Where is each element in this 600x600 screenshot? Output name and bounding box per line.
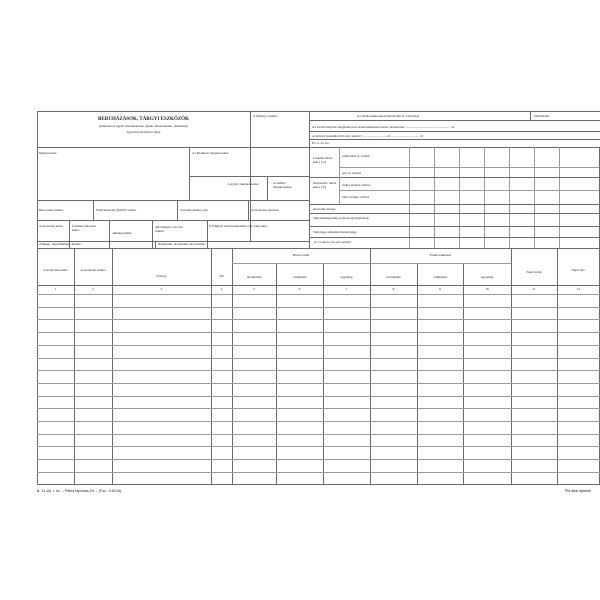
table-row (37, 345, 600, 346)
tax-act-label: adó tv. szerint (342, 171, 361, 175)
table-row (37, 408, 600, 409)
col-number: 1 (54, 287, 57, 291)
registration-label: Rendszám, alvázszám, motorszám: (158, 242, 206, 246)
col-number: 2 (92, 287, 94, 291)
footer-right: PM által ajánlott (565, 489, 591, 493)
subheader-dep-decrease: csökkenés (433, 275, 447, 279)
document-number-label: okmányszáma (112, 231, 132, 235)
table-row (37, 358, 600, 359)
col-number: 6 (298, 287, 301, 291)
table-row (37, 383, 600, 384)
subheader-dep-increase: növekedés (386, 275, 401, 279)
fokonyv-label: A főkönyv száma: (253, 114, 278, 118)
col-header-gross: Bruttó érték (292, 253, 310, 257)
form-title: BERUHÁZÁSOK, TÁRGYI ESZKÖZÖK (98, 117, 189, 122)
col-number: 11 (532, 287, 536, 291)
col-header-voucher: A bizonylat száma (80, 268, 106, 272)
subheader-gross-balance: egyenleg (340, 275, 353, 279)
name-label: Megnevezés: (39, 151, 57, 155)
col-number: 3 (160, 287, 163, 291)
asset-record-form (37, 111, 600, 484)
inventory-number-label: Nyilvántartási (leltári) száma: (96, 208, 137, 212)
net-projected-label: nettó értékre vetítve (342, 195, 370, 199)
year-label: Év, n. év, hó (312, 141, 329, 145)
col-number: 5 (253, 287, 255, 291)
col-number: 4 (220, 287, 223, 291)
subheader-gross-increase: növekedés (246, 275, 262, 279)
col-header-journal: Napló hiv. (571, 268, 586, 272)
col-number: 9 (439, 287, 441, 291)
gross-projected-label: bruttó értékre vetítve (342, 183, 371, 187)
linear-label: Lineáris leírás kulcs (%) (313, 156, 333, 165)
zero-writeoff-label: „0" ra leírás éve terv szerint (313, 240, 351, 244)
degressive-label: Degresszív leírás kulcs (%) (313, 181, 337, 190)
subheader-dep-balance: egyenleg (480, 275, 494, 279)
supplier-label: A szállító megnevezése: (273, 181, 293, 190)
col-header-booking-date: A könyvelés kelte (43, 268, 68, 272)
accounting-law-label: számviteli tv. szerint (342, 154, 370, 158)
table-row (37, 421, 600, 422)
page-number-label: Oldalszám: (534, 114, 550, 118)
commissioning-date-label: Üzembe helyezés kelte: (72, 224, 96, 233)
acquisition-start-label: A beszerzés kezdete: (251, 208, 280, 212)
acquisition-date-label: A beszerzés kelte: (39, 224, 64, 228)
classification-label: Besorolási száma: (39, 208, 64, 212)
table-row (37, 370, 600, 371)
depreciation-method-label: Az értékcsökkenési leírás módja és változásai (357, 114, 420, 118)
table-row (37, 307, 600, 308)
footer-left: B. 11–64. r. sz. – Pátria Nyomda Zrt. – (Fsz.: 3-8215) (37, 489, 122, 493)
renovation-date-label: A felújítás utáni használatba vét. időpontja: (209, 224, 268, 228)
subheader-gross-decrease: csökkenés (292, 275, 307, 279)
performance-unit-label: Teljesítményarányos leírás egységösszeg: (313, 216, 370, 220)
table-row (37, 332, 600, 333)
form-subtitle2: egyedi nyilvántartó lapja (126, 130, 161, 134)
inventory-doc-label: Állományba vét. biz. száma: (155, 225, 184, 234)
table-row (37, 459, 600, 460)
col-number: 12 (576, 287, 581, 291)
col-header-qty: Db (219, 274, 224, 278)
weight-label: Tömege, teljesítménye, mérete: (39, 242, 82, 246)
table-row (37, 319, 600, 320)
col-number: 8 (392, 287, 395, 291)
useful-life-label: A várható használati idő terv szerint: ............................ év ................................. év (312, 134, 424, 138)
col-header-net: Nettó érték (526, 270, 542, 274)
table-row (37, 434, 600, 435)
col-header-depreciation: Értékcsökkenés (429, 253, 452, 257)
table-row (37, 396, 600, 397)
serial-number-label: Gyártási száma, jele: (180, 208, 209, 212)
contractor-label: A vállalkozó megnevezése: (192, 151, 230, 155)
manufacturer-label: A gyártó megnevezése: (227, 182, 259, 186)
form-subtitle: (műszaki és egyéb berendezések, gépek, felszerelések, járművek) (99, 124, 188, 128)
table-row (37, 472, 600, 473)
table-row (37, 446, 600, 447)
col-header-text: Szöveg (156, 274, 167, 278)
absolute-amount-label: Abszolút összeg: (313, 207, 337, 211)
col-number: 10 (485, 287, 489, 291)
actual-performance-label: Tényleges teljesítés mennyisége (313, 230, 357, 234)
tax-law-label: Az adótörvényben meghatározott értékcsökkenési leírás, időtartama: ..................................................... év (312, 125, 455, 129)
col-number: 7 (345, 287, 348, 291)
